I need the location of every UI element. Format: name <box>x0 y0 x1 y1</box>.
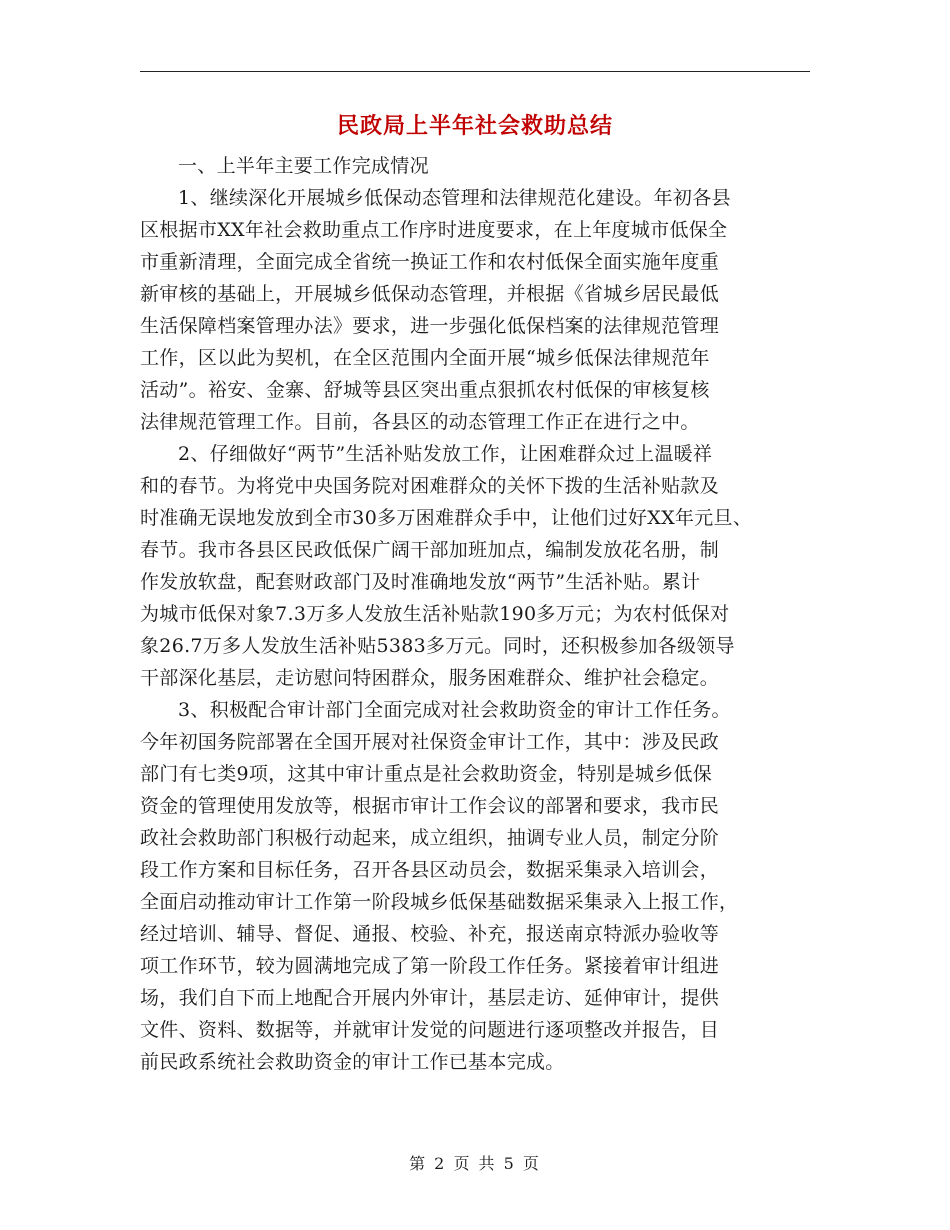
text-line: 生活保障档案管理办法》要求，进一步强化低保档案的法律规范管理 <box>140 315 720 337</box>
text-line: 项工作环节，较为圆满地完成了第一阶段工作任务。紧接着审计组进 <box>140 955 720 977</box>
text-line: 和的春节。为将党中央国务院对困难群众的关怀下拨的生活补贴款及 <box>140 475 720 497</box>
text-line: 1、继续深化开展城乡低保动态管理和法律规范化建设。年初各县 <box>178 187 731 209</box>
text-line: 为城市低保对象7.3万多人发放生活补贴款190多万元；为农村低保对 <box>140 603 730 625</box>
text-line: 3、积极配合审计部门全面完成对社会救助资金的审计工作任务。 <box>178 699 731 721</box>
document-body <box>140 150 810 1078</box>
text-line: 工作，区以此为契机，在全区范围内全面开展“城乡低保法律规范年 <box>140 347 710 369</box>
text-line: 今年初国务院部署在全国开展对社保资金审计工作，其中：涉及民政 <box>140 731 720 753</box>
text-line: 前民政系统社会救助资金的审计工作已基本完成。 <box>140 1051 565 1073</box>
text-line: 区根据市XX年社会救助重点工作序时进度要求，在上年度城市低保全 <box>140 219 728 241</box>
text-line: 全面启动推动审计工作第一阶段城乡低保基础数据采集录入上报工作， <box>140 891 739 913</box>
text-line: 象26.7万多人发放生活补贴5383多万元。同时，还积极参加各级领导 <box>140 635 735 657</box>
text-line: 春节。我市各县区民政低保广阔干部加班加点，编制发放花名册，制 <box>140 539 720 561</box>
text-line: 资金的管理使用发放等，根据市审计工作会议的部署和要求，我市民 <box>140 795 720 817</box>
text-line: 经过培训、辅导、督促、通报、校验、补充，报送南京特派办验收等 <box>140 923 720 945</box>
document-title: 民政局上半年社会救助总结 <box>336 113 613 139</box>
text-line: 时准确无误地发放到全市30多万困难群众手中，让他们过好XX年元旦、 <box>140 507 753 529</box>
text-line: 政社会救助部门积极行动起来，成立组织，抽调专业人员，制定分阶 <box>140 827 720 849</box>
text-line: 段工作方案和目标任务，召开各县区动员会，数据采集录入培训会， <box>140 859 720 881</box>
header-rule <box>140 71 810 72</box>
text-line: 部门有七类9项，这其中审计重点是社会救助资金，特别是城乡低保 <box>140 763 713 785</box>
text-line: 干部深化基层，走访慰问特困群众，服务困难群众、维护社会稳定。 <box>140 667 720 689</box>
text-line: 一、上半年主要工作完成情况 <box>178 155 429 177</box>
text-line: 市重新清理，全面完成全省统一换证工作和农村低保全面实施年度重 <box>140 251 720 273</box>
text-line: 新审核的基础上，开展城乡低保动态管理，并根据《省城乡居民最低 <box>140 283 720 305</box>
text-line: 场，我们自下而上地配合开展内外审计，基层走访、延伸审计，提供 <box>140 987 720 1009</box>
text-line: 文件、资料、数据等，并就审计发觉的问题进行逐项整改并报告，目 <box>140 1019 720 1041</box>
page-number: 第 2 页 共 5 页 <box>409 1154 541 1173</box>
text-line: 2、仔细做好“两节”生活补贴发放工作，让困难群众过上温暖祥 <box>178 443 713 465</box>
text-line: 作发放软盘，配套财政部门及时准确地发放“两节”生活补贴。累计 <box>140 571 701 593</box>
text-line: 法律规范管理工作。目前，各县区的动态管理工作正在进行之中。 <box>140 411 700 433</box>
text-line: 活动”。裕安、金寨、舒城等县区突出重点狠抓农村低保的审核复核 <box>140 379 710 401</box>
